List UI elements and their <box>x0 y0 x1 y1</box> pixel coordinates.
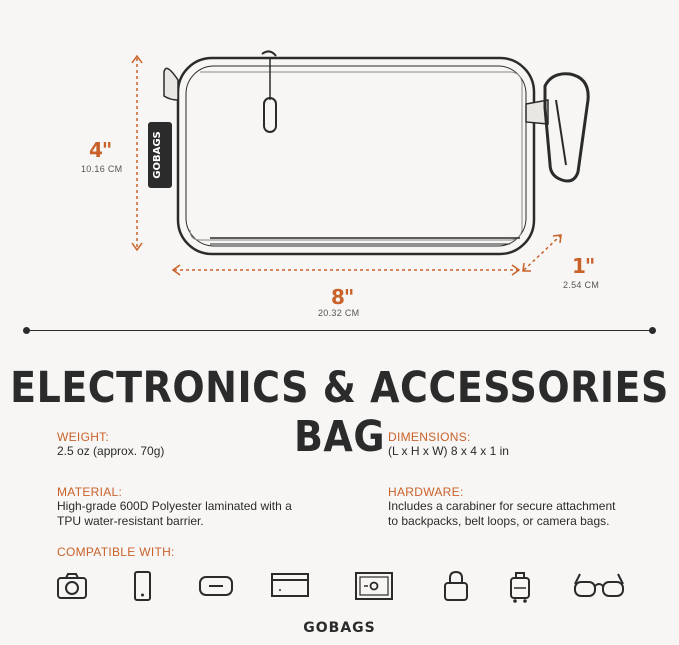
phone-icon <box>122 566 162 606</box>
section-divider <box>26 330 653 331</box>
width-value: 1" <box>572 254 595 278</box>
divider-dot-right <box>649 327 656 334</box>
dimensions-label: DIMENSIONS: <box>388 430 471 444</box>
divider-dot-left <box>23 327 30 334</box>
hardware-line1: Includes a carabiner for secure attachment <box>388 499 616 513</box>
page-title: ELECTRONICS & ACCESSORIES BAG <box>10 362 669 462</box>
compatible-label: COMPATIBLE WITH: <box>57 545 175 559</box>
material-line1: High-grade 600D Polyester laminated with a <box>57 499 292 513</box>
material-label: MATERIAL: <box>57 485 123 499</box>
camera-icon <box>52 566 92 606</box>
cash-icon <box>354 566 394 606</box>
height-metric: 10.16 CM <box>81 164 123 174</box>
lock-icon <box>436 566 476 606</box>
material-line2: TPU water-resistant barrier. <box>57 514 204 528</box>
height-value: 4" <box>89 138 112 162</box>
power-bank-icon <box>196 566 236 606</box>
dimensions-value: (L x H x W) 8 x 4 x 1 in <box>388 444 509 458</box>
tag-text: GOBAGS <box>152 131 163 179</box>
length-value: 8" <box>331 285 354 309</box>
width-arrow <box>524 236 560 270</box>
length-metric: 20.32 CM <box>318 308 360 318</box>
brand-logo: GOBAGS <box>303 620 376 636</box>
width-metric: 2.54 CM <box>563 280 600 290</box>
weight-label: WEIGHT: <box>57 430 110 444</box>
hardware-label: HARDWARE: <box>388 485 464 499</box>
hardware-line2: to backpacks, belt loops, or camera bags. <box>388 514 610 528</box>
card-icon <box>270 566 310 606</box>
glasses-icon <box>572 566 626 606</box>
luggage-icon <box>500 566 540 606</box>
weight-value: 2.5 oz (approx. 70g) <box>57 444 165 458</box>
